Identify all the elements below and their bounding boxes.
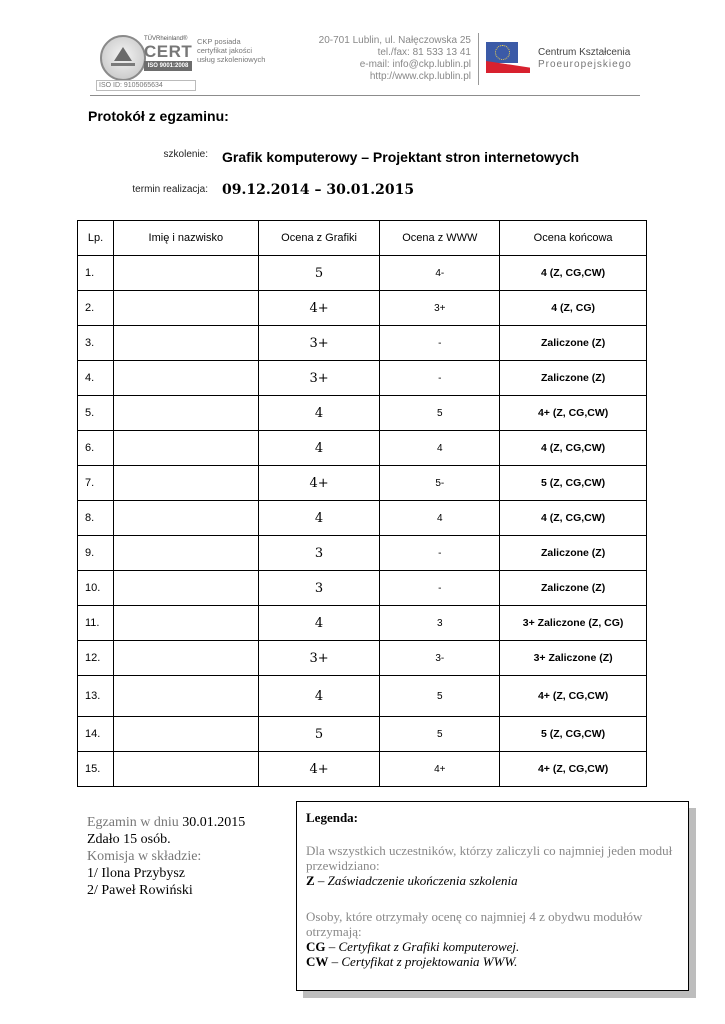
final-grade-cell: Zaliczone (Z) [500,571,647,606]
www-grade-cell: 3 [380,606,500,641]
header-name: Imię i nazwisko [113,221,258,256]
legend-text: Dla wszystkich uczestników, którzy zaliczyli co najmniej jeden moduł przewidziano: [306,843,673,873]
lp-cell: 7. [78,466,114,501]
graphics-grade-cell: 4 [258,501,380,536]
graphics-grade-cell: 4+ [258,466,380,501]
legend-paragraph [306,909,682,969]
header-divider [478,33,479,85]
www-grade-cell: 4- [380,256,500,291]
address-line: 20-701 Lublin, ul. Nałęczowska 25 [318,35,471,46]
name-cell [113,536,258,571]
final-grade-cell: 4+ (Z, CG,CW) [500,676,647,717]
lp-cell: 4. [78,361,114,396]
cert-label: CERT [144,42,193,61]
exam-date-label: Egzamin w dniu [87,815,179,830]
www-grade-cell: - [380,326,500,361]
www-grade-cell: 4 [380,501,500,536]
header-lp: Lp. [78,221,114,256]
graphics-grade-cell: 4 [258,431,380,466]
lp-cell: 8. [78,501,114,536]
table-row [78,606,647,641]
final-grade-cell: Zaliczone (Z) [500,536,647,571]
header-rule [90,95,640,96]
legend-title: Legenda: [306,810,358,825]
graphics-grade-cell: 4 [258,606,380,641]
table-row [78,466,647,501]
tuv-name: TÜVRheinland® [144,36,188,42]
final-grade-cell: Zaliczone (Z) [500,361,647,396]
final-grade-cell: 4 (Z, CG,CW) [500,256,647,291]
graphics-grade-cell: 4 [258,396,380,431]
legend-key: Z [306,873,315,888]
tuv-seal-icon [100,35,146,81]
graphics-grade-cell: 3+ [258,641,380,676]
legend-text: – Zaświadczenie ukończenia szkolenia [314,873,518,888]
lp-cell: 15. [78,752,114,787]
name-cell [113,641,258,676]
eu-flag-icon [486,42,518,63]
legend-text: – Certyfikat z projektowania WWW. [328,954,518,969]
lp-cell: 9. [78,536,114,571]
legend-key: CG [306,939,326,954]
letterhead [0,0,725,100]
www-grade-cell: 4 [380,431,500,466]
graphics-grade-cell: 3+ [258,326,380,361]
lp-cell: 6. [78,431,114,466]
legend-paragraph [306,843,682,888]
www-grade-cell: 5 [380,717,500,752]
graphics-grade-cell: 3 [258,536,380,571]
org-subtitle: Proeuropejskiego [538,59,632,70]
exam-date-value: 30.01.2015 [182,815,246,830]
iso-label: ISO 9001:2008 [144,61,192,71]
lp-cell: 12. [78,641,114,676]
lp-cell: 2. [78,291,114,326]
www-grade-cell: 5 [380,676,500,717]
committee-member: 2/ Paweł Rowiński [87,883,193,898]
passed-value: 15 osób. [123,832,171,847]
name-cell [113,256,258,291]
term-value: 09.12.2014 – 30.01.2015 [222,182,415,198]
legend-text: – Certyfikat z Grafiki komputerowej. [325,939,520,954]
legend-key: CW [306,954,329,969]
exam-summary [87,814,245,899]
table-row [78,536,647,571]
name-cell [113,291,258,326]
org-name: Centrum Kształcenia [538,47,631,58]
grades-table [77,220,647,787]
table-row [78,431,647,466]
lp-cell: 10. [78,571,114,606]
table-row [78,641,647,676]
graphics-grade-cell: 5 [258,717,380,752]
www-grade-cell: - [380,361,500,396]
table-row [78,501,647,536]
header-final-grade: Ocena końcowa [500,221,647,256]
final-grade-cell: 4+ (Z, CG,CW) [500,396,647,431]
training-label: szkolenie: [163,149,208,160]
eu-pl-flags-logo [486,42,530,74]
name-cell [113,717,258,752]
legend-text: Osoby, które otrzymały ocenę co najmniej 4 z obydwu modułów otrzymają: [306,909,643,939]
graphics-grade-cell: 5 [258,256,380,291]
name-cell [113,501,258,536]
www-grade-cell: 5- [380,466,500,501]
www-grade-cell: - [380,536,500,571]
name-cell [113,606,258,641]
legend-box [296,801,689,991]
table-row [78,396,647,431]
passed-label: Zdało [87,832,120,847]
email-line: e-mail: info@ckp.lublin.pl [359,59,471,70]
lp-cell: 11. [78,606,114,641]
final-grade-cell: 5 (Z, CG,CW) [500,717,647,752]
table-row [78,676,647,717]
header-graphics-grade: Ocena z Grafiki [258,221,380,256]
final-grade-cell: 5 (Z, CG,CW) [500,466,647,501]
www-grade-cell: 4+ [380,752,500,787]
lp-cell: 13. [78,676,114,717]
name-cell [113,676,258,717]
table-row [78,326,647,361]
document-title: Protokół z egzaminu: [88,108,229,124]
www-grade-cell: 3- [380,641,500,676]
lp-cell: 3. [78,326,114,361]
table-row [78,361,647,396]
phone-line: tel./fax: 81 533 13 41 [377,47,471,58]
final-grade-cell: 4 (Z, CG) [500,291,647,326]
final-grade-cell: 4+ (Z, CG,CW) [500,752,647,787]
graphics-grade-cell: 4 [258,676,380,717]
header-www-grade: Ocena z WWW [380,221,500,256]
www-grade-cell: 5 [380,396,500,431]
name-cell [113,326,258,361]
training-value: Grafik komputerowy – Projektant stron internetowych [222,149,580,165]
table-row [78,752,647,787]
lp-cell: 1. [78,256,114,291]
graphics-grade-cell: 4+ [258,752,380,787]
lp-cell: 5. [78,396,114,431]
committee-member: 1/ Ilona Przybysz [87,866,185,881]
name-cell [113,431,258,466]
cert-description: CKP posiada certyfikat jakości usług szkoleniowych [197,37,266,64]
committee-label: Komisja w składzie: [87,849,202,864]
name-cell [113,361,258,396]
final-grade-cell: Zaliczone (Z) [500,326,647,361]
final-grade-cell: 4 (Z, CG,CW) [500,501,647,536]
graphics-grade-cell: 3+ [258,361,380,396]
table-row [78,291,647,326]
term-label: termin realizacja: [132,184,208,195]
name-cell [113,752,258,787]
table-header-row [78,221,647,256]
table-row [78,717,647,752]
iso-id: ISO ID: 9105065634 [96,80,196,91]
lp-cell: 14. [78,717,114,752]
name-cell [113,571,258,606]
final-grade-cell: 3+ Zaliczone (Z) [500,641,647,676]
graphics-grade-cell: 4+ [258,291,380,326]
table-row [78,571,647,606]
final-grade-cell: 3+ Zaliczone (Z, CG) [500,606,647,641]
table-row [78,256,647,291]
name-cell [113,396,258,431]
final-grade-cell: 4 (Z, CG,CW) [500,431,647,466]
graphics-grade-cell: 3 [258,571,380,606]
www-grade-cell: - [380,571,500,606]
www-grade-cell: 3+ [380,291,500,326]
website-line: http://www.ckp.lublin.pl [369,71,471,82]
name-cell [113,466,258,501]
contact-address [300,35,471,83]
